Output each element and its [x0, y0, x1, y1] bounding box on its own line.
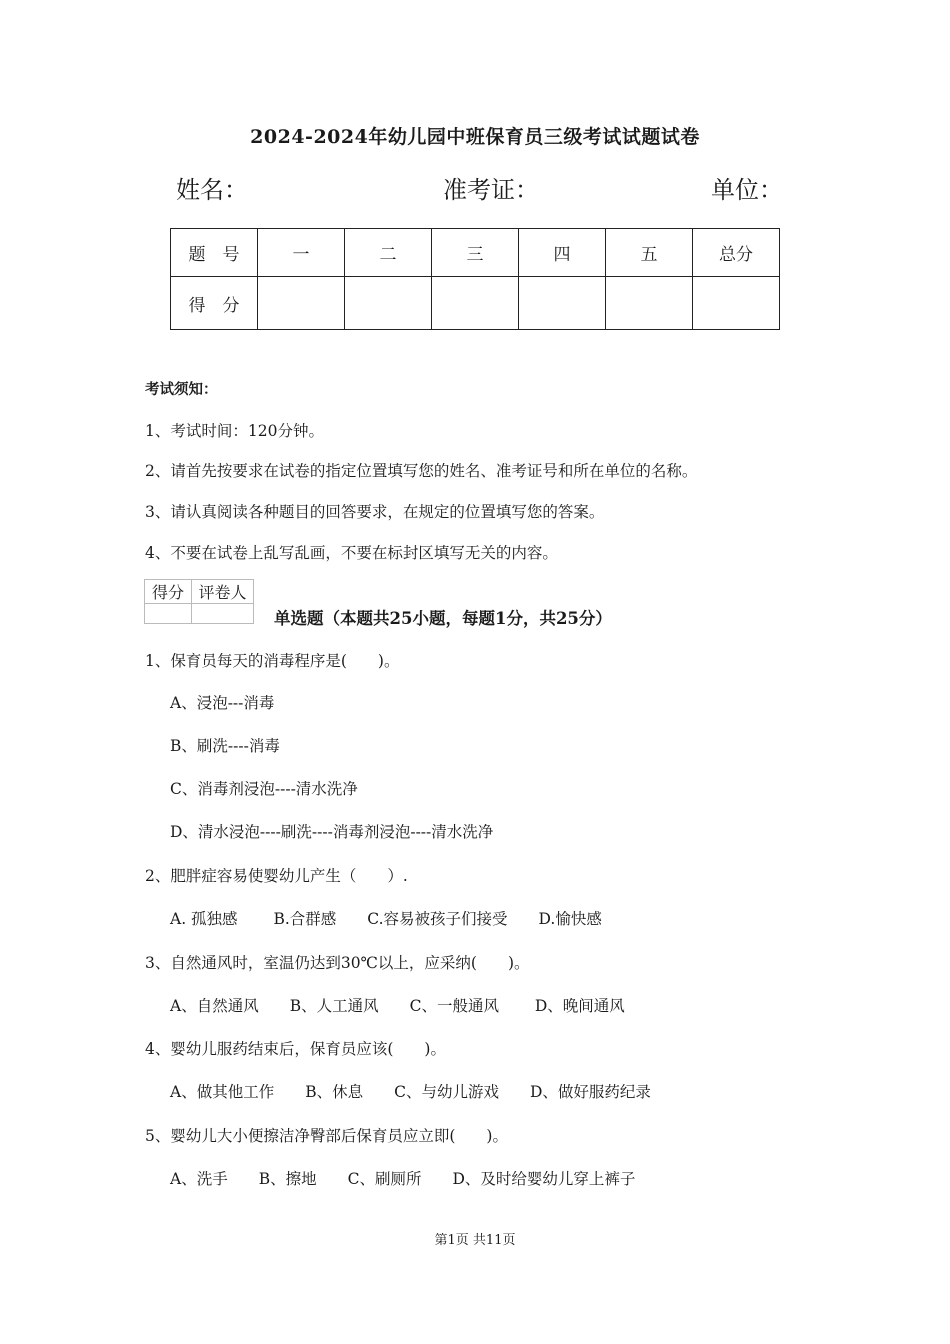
- score-header-cell: 三: [432, 229, 519, 277]
- question-stem: 4、婴幼儿服药结束后，保育员应该( )。: [145, 1040, 446, 1058]
- notice-item: 2、请首先按要求在试卷的指定位置填写您的姓名、准考证号和所在单位的名称。: [145, 462, 698, 480]
- exam-number-label: 准考证：: [443, 176, 539, 204]
- score-input-cell[interactable]: [258, 277, 345, 330]
- score-header-cell: 题 号: [171, 229, 258, 277]
- score-header-cell: 四: [519, 229, 606, 277]
- document-title: 2024-2024年幼儿园中班保育员三级考试试题试卷: [250, 126, 700, 148]
- grader-table: [144, 579, 254, 624]
- question-options-line: A、自然通风 B、人工通风 C、一般通风 D、晚间通风: [170, 997, 625, 1015]
- score-table-header-row: [171, 229, 780, 277]
- section-title: 单选题（本题共25小题，每题1分，共25分）: [274, 609, 612, 628]
- grader-reviewer-cell[interactable]: [192, 604, 254, 624]
- page-footer: 第1页 共11页: [434, 1233, 516, 1248]
- notice-item: 4、不要在试卷上乱写乱画，不要在标封区填写无关的内容。: [145, 544, 558, 562]
- question-options-line: A、洗手 B、擦地 C、刷厕所 D、及时给婴幼儿穿上裤子: [170, 1170, 636, 1188]
- unit-label: 单位：: [711, 176, 783, 204]
- score-table-score-row: [171, 277, 780, 330]
- question-options-line: A. 孤独感 B.合群感 C.容易被孩子们接受 D.愉快感: [170, 910, 602, 928]
- question-stem: 1、保育员每天的消毒程序是( )。: [145, 652, 400, 670]
- grader-score-label: 得分: [145, 580, 192, 604]
- score-table: [170, 228, 780, 330]
- score-header-cell: 总分: [693, 229, 780, 277]
- score-header-cell: 一: [258, 229, 345, 277]
- question-option: D、清水浸泡----刷洗----消毒剂浸泡----清水洗净: [170, 823, 494, 841]
- notice-item: 3、请认真阅读各种题目的回答要求，在规定的位置填写您的答案。: [145, 503, 605, 521]
- score-header-cell: 二: [345, 229, 432, 277]
- score-input-cell[interactable]: [432, 277, 519, 330]
- score-input-cell[interactable]: [519, 277, 606, 330]
- question-option: B、刷洗----消毒: [170, 737, 280, 755]
- score-header-cell: 五: [606, 229, 693, 277]
- name-label: 姓名：: [176, 176, 248, 204]
- score-row-label: 得 分: [171, 277, 258, 330]
- question-options-line: A、做其他工作 B、休息 C、与幼儿游戏 D、做好服药纪录: [170, 1083, 651, 1101]
- score-input-cell[interactable]: [345, 277, 432, 330]
- grader-score-cell[interactable]: [145, 604, 192, 624]
- question-stem: 3、自然通风时，室温仍达到30℃以上，应采纳( )。: [145, 954, 530, 972]
- question-stem: 5、婴幼儿大小便擦洁净臀部后保育员应立即( )。: [145, 1127, 508, 1145]
- grader-reviewer-label: 评卷人: [192, 580, 254, 604]
- score-input-cell[interactable]: [606, 277, 693, 330]
- score-input-cell[interactable]: [693, 277, 780, 330]
- notice-item: 1、考试时间：120分钟。: [145, 422, 324, 440]
- question-option: C、消毒剂浸泡----清水洗净: [170, 780, 358, 798]
- notice-title: 考试须知：: [145, 381, 218, 398]
- question-stem: 2、肥胖症容易使婴幼儿产生（ ）.: [145, 867, 408, 885]
- question-option: A、浸泡---消毒: [170, 694, 275, 712]
